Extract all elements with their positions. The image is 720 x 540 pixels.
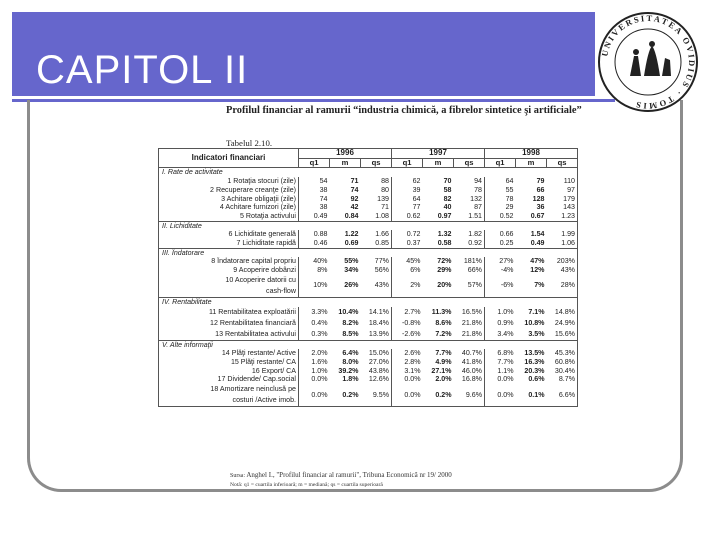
indicator-label-text: 18 Amortizare neinclusă pe [210,385,296,394]
value-cell: 21.8% [454,318,485,329]
indicator-label [159,358,299,367]
value-cell: 0.37 [406,239,421,248]
value-cell: 1.22 [344,230,359,239]
section-title: I. Rate de activitate [159,168,578,177]
value-cell: 0.62 [406,211,421,220]
section-row [159,248,578,257]
value-cell: 9.5% [361,384,392,407]
value-cell: 0.0% [404,375,421,384]
value-cell: 77% [361,257,392,266]
value-cell: 7% [534,281,545,290]
section-row [159,221,578,230]
value-cell: 3.1% [404,366,421,375]
value-cell: 66% [454,266,485,275]
value-cell: 0.84 [344,211,359,220]
value-cell: 21.8% [454,329,485,341]
value-cell: 70 [443,177,452,186]
value-cell: 16.8% [454,375,485,384]
value-cell: 43% [547,266,578,275]
value-cell: 1.0% [311,366,328,375]
value-cell: 110 [547,177,578,186]
indicator-label [159,384,299,407]
value-cell: 0.46 [313,239,328,248]
value-cell: 13.5% [524,349,545,358]
value-cell: 27% [499,257,514,266]
university-seal-logo [592,10,704,114]
value-cell: 0.88 [313,230,328,239]
value-cell: 40.7% [454,349,485,358]
value-cell: 1.6% [311,357,328,366]
indicator-label-text: 5 Rotaţia activului [240,211,296,220]
indicator-label-text: 17 Dividende/ Cap.social [217,375,296,384]
value-cell: 143 [547,203,578,212]
value-cell: 0.0% [485,384,516,407]
value-cell: 1.23 [547,212,578,221]
value-cell: 14.1% [361,307,392,318]
value-cell: 64 [412,194,421,203]
value-cell: 34% [344,266,359,275]
indicator-label-text: 14 Plăţi restante/ Active [221,349,296,358]
indicator-label [159,239,299,248]
value-cell: 43% [361,275,392,298]
value-cell: 0.0% [299,384,330,407]
value-cell: 10% [313,281,328,290]
value-cell: 74 [319,194,328,203]
value-cell: 79 [536,177,545,186]
section-title: III. Îndatorare [159,248,578,257]
document-title: Profilul financiar al ramurii “industria chimică, a fibrelor sintetice şi artificiale” [226,105,582,116]
indicator-label [159,212,299,221]
value-cell: 0.92 [454,239,485,248]
header-q1: q1 [485,158,516,168]
value-cell: 10.8% [524,318,545,327]
value-cell: 0.69 [344,239,359,248]
value-cell: 203% [547,257,578,266]
header-q1: q1 [392,158,423,168]
table-label: Tabelul 2.10. [226,138,273,148]
value-cell: 11.3% [431,307,452,316]
value-cell: 0.1% [516,384,547,407]
value-cell: 7.1% [528,307,545,316]
table-row [159,177,578,186]
table-row [159,257,578,266]
indicator-label [159,195,299,204]
value-cell: 1.06 [547,239,578,248]
value-cell: 1.51 [454,212,485,221]
header-qs: qs [454,158,485,168]
indicator-label [159,230,299,239]
table-row [159,275,578,298]
indicator-label [159,186,299,195]
value-cell: 1.08 [361,212,392,221]
value-cell: 26% [344,281,359,290]
indicator-label [159,275,299,298]
header-year: 1998 [485,149,578,159]
indicator-label [159,375,299,384]
value-cell: 47% [530,257,545,266]
value-cell: 62 [412,177,421,186]
table-row [159,367,578,376]
value-cell: 7.7% [497,357,514,366]
value-cell: 55% [344,257,359,266]
table-row [159,384,578,407]
value-cell: 27.1% [431,366,452,375]
header-indicator: Indicatori financiari [159,149,299,168]
value-cell: 74 [350,185,359,194]
value-cell: 8.5% [342,329,359,338]
value-cell: 41.8% [454,358,485,367]
value-cell: 71 [350,177,359,186]
value-cell: 7.7% [435,349,452,358]
value-cell: 6.4% [342,349,359,358]
value-cell: 0.3% [311,329,328,338]
indicator-label [159,266,299,275]
value-cell: 6.8% [497,349,514,358]
value-cell: 12% [530,266,545,275]
value-cell: -0.8% [401,318,421,327]
header-qs: qs [547,158,578,168]
value-cell: 1.0% [497,307,514,316]
note-label: Notă: [230,482,243,488]
value-cell: 10.4% [338,307,359,316]
value-cell: 87 [454,203,485,212]
table-row [159,349,578,358]
value-cell: -6% [500,281,514,290]
value-cell: 0.0% [311,375,328,384]
value-cell: 0.67 [530,211,545,220]
value-cell: -2.6% [401,329,421,338]
value-cell: 60.8% [547,358,578,367]
value-cell: 82 [443,194,452,203]
value-cell: 71 [361,203,392,212]
indicator-label-text: 9 Acoperire dobânzi [233,266,296,275]
value-cell: 6% [410,266,421,275]
value-cell: 132 [454,195,485,204]
table-header-row [159,149,578,159]
value-cell: 97 [547,186,578,195]
value-cell: 15.6% [547,329,578,341]
value-cell: 0.97 [437,211,452,220]
value-cell: 0.58 [437,239,452,248]
value-cell: 8.6% [435,318,452,327]
value-cell: 36 [536,203,545,212]
value-cell: 1.8% [342,375,359,384]
value-cell: 46.0% [454,367,485,376]
header-m: m [516,158,547,168]
indicator-label-text: 7 Lichiditate rapidă [236,239,296,248]
indicator-label [159,177,299,186]
value-cell: 2.6% [404,349,421,358]
indicator-label-continuation: cash-flow [266,286,296,295]
value-cell: 58 [443,185,452,194]
value-cell: 39 [412,185,421,194]
value-cell: 0.49 [530,239,545,248]
value-cell: 0.52 [499,211,514,220]
value-cell: 94 [454,177,485,186]
table-row [159,358,578,367]
header-m: m [330,158,361,168]
value-cell: 14.8% [547,307,578,318]
value-cell: 0.6% [528,375,545,384]
value-cell: 8.0% [342,357,359,366]
value-cell: 6.6% [547,384,578,407]
value-cell: 0.49 [313,211,328,220]
value-cell: 80 [361,186,392,195]
value-cell: 64 [505,177,514,186]
value-cell: 45% [406,257,421,266]
value-cell: 8.7% [547,375,578,384]
table-row [159,203,578,212]
indicator-label-text: 1 Rotaţia stocuri (zile) [227,177,296,186]
value-cell: 3.3% [311,307,328,316]
indicator-label [159,203,299,212]
value-cell: 3.4% [497,329,514,338]
indicator-label-text: 15 Plăţi restante/ CA [230,357,296,366]
value-cell: 77 [412,203,421,212]
indicator-label-text: 11 Rentabilitatea exploatării [208,307,296,316]
seal-text: UNIVERSITATEA OVIDIUS · TOMIS [599,12,698,112]
value-cell: 92 [350,194,359,203]
value-cell: 1.66 [361,230,392,239]
table-row [159,186,578,195]
table-row [159,375,578,384]
value-cell: 2.0% [435,375,452,384]
value-cell: 45.3% [547,349,578,358]
value-cell: 0.2% [423,384,454,407]
value-cell: 78 [454,186,485,195]
value-cell: 39.2% [338,366,359,375]
value-cell: 88 [361,177,392,186]
value-cell: 12.6% [361,375,392,384]
value-cell: 38 [319,185,328,194]
value-cell: 29 [505,203,514,212]
value-cell: 24.9% [547,318,578,329]
indicator-label-text: 3 Achitare obligaţii (zile) [221,194,296,203]
value-cell: 27.0% [361,358,392,367]
value-cell: 30.4% [547,367,578,376]
value-cell: 0.66 [499,230,514,239]
indicator-label [159,307,299,318]
table-row [159,230,578,239]
section-row [159,297,578,306]
source-label: Sursa: [230,473,245,479]
value-cell: 0.0% [497,375,514,384]
value-cell: 20.3% [524,366,545,375]
value-cell: 1.1% [497,366,514,375]
value-cell: 16.3% [524,357,545,366]
value-cell: 2.0% [311,349,328,358]
source-text: Anghel I., "Profilul financiar al ramurii", Tribuna Economică nr 19/ 2000 [246,471,452,479]
indicator-label [159,367,299,376]
value-cell: 15.0% [361,349,392,358]
value-cell: 40% [313,257,328,266]
indicator-label-text: 16 Export/ CA [251,366,296,375]
value-cell: 66 [536,185,545,194]
section-title: IV. Rentabilitate [159,297,578,306]
table-row [159,329,578,341]
table-row [159,212,578,221]
header-q1: q1 [299,158,330,168]
source-note [230,471,580,490]
value-cell: 43.8% [361,367,392,376]
value-cell: 20% [437,281,452,290]
value-cell: 1.82 [454,230,485,239]
indicator-label-text: 8 Îndatorare capital propriu [211,257,296,266]
value-cell: 16.5% [454,307,485,318]
table-row [159,318,578,329]
table-body [159,168,578,407]
value-cell: 0.2% [330,384,361,407]
value-cell: 29% [437,266,452,275]
value-cell: 28% [547,275,578,298]
value-cell: 56% [361,266,392,275]
value-cell: 0.72 [406,230,421,239]
value-cell: 40 [443,203,452,212]
section-row [159,168,578,177]
indicator-label-text: 10 Acoperire datorii cu [225,275,296,284]
header-qs: qs [361,158,392,168]
value-cell: 1.54 [530,230,545,239]
value-cell: 55 [505,185,514,194]
indicator-label-continuation: costuri /Active imob. [232,396,296,405]
header-m: m [423,158,454,168]
section-title: II. Lichiditate [159,221,578,230]
header-year: 1997 [392,149,485,159]
slide-title: CAPITOL II [36,48,249,92]
value-cell: 13.9% [361,329,392,341]
value-cell: 0.25 [499,239,514,248]
value-cell: 179 [547,195,578,204]
value-cell: 2.8% [404,357,421,366]
financial-indicators-table [158,148,578,407]
value-cell: 72% [437,257,452,266]
indicator-label-text: 2 Recuperare creanţe (zile) [210,185,296,194]
value-cell: 18.4% [361,318,392,329]
value-cell: 1.32 [437,230,452,239]
value-cell: 1.99 [547,230,578,239]
value-cell: 2% [410,281,421,290]
value-cell: 3.5% [528,329,545,338]
header-year: 1996 [299,149,392,159]
table-row [159,239,578,248]
value-cell: 54 [319,177,328,186]
indicator-label [159,257,299,266]
value-cell: 0.4% [311,318,328,327]
table-row [159,266,578,275]
indicator-label [159,318,299,329]
indicator-label-text: 6 Lichiditate generală [228,230,296,239]
value-cell: 0.85 [361,239,392,248]
value-cell: 9.6% [454,384,485,407]
indicator-label-text: 12 Rentabilitatea financiară [210,318,296,327]
indicator-label-text: 4 Achitare furnizori (zile) [219,203,296,212]
value-cell: 139 [361,195,392,204]
table-row [159,195,578,204]
value-cell: 128 [532,194,545,203]
value-cell: 7.2% [435,329,452,338]
indicator-label [159,349,299,358]
value-cell: 57% [454,275,485,298]
indicator-label-text: 13 Rentabilitatea activului [215,329,296,338]
value-cell: 0.0% [392,384,423,407]
value-cell: 2.7% [404,307,421,316]
section-row [159,340,578,349]
title-bar [12,12,595,96]
value-cell: 181% [454,257,485,266]
value-cell: 8.2% [342,318,359,327]
value-cell: 42 [350,203,359,212]
value-cell: 4.9% [435,357,452,366]
value-cell: 78 [505,194,514,203]
section-title: V. Alte informaţii [159,340,578,349]
value-cell: 8% [317,266,328,275]
indicator-label [159,329,299,341]
value-cell: -4% [500,266,514,275]
note-text: q1 = cuartila inferioară; m = mediană; qs = cuartila superioară [243,482,383,488]
table-row [159,307,578,318]
value-cell: 38 [319,203,328,212]
value-cell: 0.9% [497,318,514,327]
